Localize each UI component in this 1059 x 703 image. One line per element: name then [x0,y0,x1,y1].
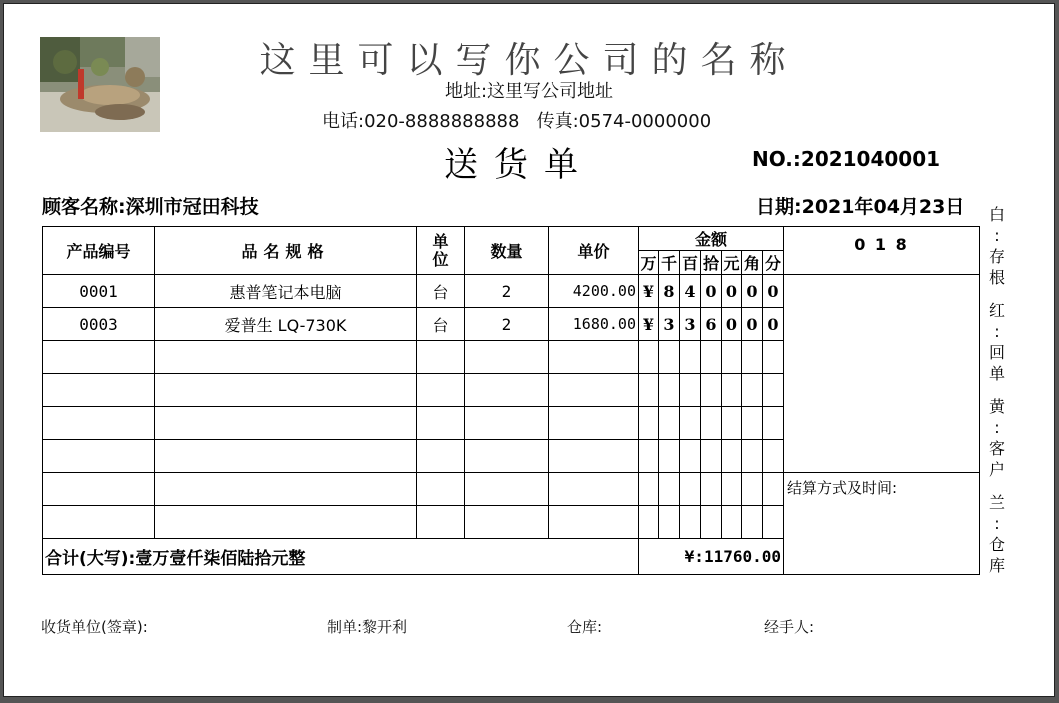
company-contact [322,107,711,133]
cell-qty: 2 [465,275,549,308]
prepared-by-label: 制单:黎开利 [327,618,408,636]
header-unit: 单位 [417,227,465,275]
digit-header: 拾 [701,251,722,275]
copy-char: 仓 [988,535,1005,554]
cell-unit: 台 [417,308,465,341]
table-row [43,275,980,308]
digit-header: 角 [742,251,763,275]
cell-digit: 0 [763,275,784,308]
cell-name: 惠普笔记本电脑 [155,275,417,308]
copy-char: 根 [988,268,1005,287]
document-title: 送货单 [444,145,594,185]
table-row [43,473,980,506]
digit-header: 万 [639,251,659,275]
digit-header: 元 [722,251,742,275]
copy-char: 兰 [988,493,1005,512]
digit-header: 百 [680,251,701,275]
copy-char: : [994,322,1000,341]
copy-char: : [994,226,1000,245]
copy-char: : [994,514,1000,533]
cell-digit: 0 [742,308,763,341]
delivery-note-page [3,3,1055,697]
cell-digit: 4 [680,275,701,308]
delivery-items-table [42,226,980,575]
cell-digit: 0 [701,275,722,308]
cell-digit: 0 [722,275,742,308]
cell-name: 爱普生 LQ-730K [155,308,417,341]
receiver-signature-label: 收货单位(签章): [41,618,148,636]
company-fax: 传真:0574-0000000 [536,111,712,132]
copy-char: 库 [988,556,1005,575]
header-amount: 金额 [639,227,784,251]
header-product-code: 产品编号 [43,227,155,275]
document-number: NO.:2021040001 [752,147,941,171]
warehouse-label: 仓库: [567,618,603,636]
cell-unit: 台 [417,275,465,308]
cell-qty: 2 [465,308,549,341]
remark-area [784,275,980,473]
cell-digit: 0 [742,275,763,308]
settlement-method-label: 结算方式及时间: [784,473,980,575]
copy-char: 存 [988,247,1005,266]
cell-digit: ¥ [639,275,659,308]
company-address: 地址:这里写公司地址 [444,81,614,102]
copy-char: 户 [988,460,1005,479]
copy-char: 红 [988,301,1005,320]
cell-price: 4200.00 [549,275,639,308]
company-name: 这里可以写你公司的名称 [259,40,799,81]
header-serial-number: 0 1 8 [784,227,980,275]
copy-char: 白 [988,205,1005,224]
company-logo-photo [40,37,160,132]
document-date: 日期:2021年04月23日 [756,196,965,218]
header-unit-price: 单价 [549,227,639,275]
cell-price: 1680.00 [549,308,639,341]
cell-digit: 3 [659,308,680,341]
copy-char: 回 [988,343,1005,362]
copy-char: 单 [988,364,1005,383]
total-amount: ¥:11760.00 [639,539,784,575]
company-phone: 电话:020-8888888888 [322,111,520,132]
cell-digit: 8 [659,275,680,308]
cell-digit: 0 [763,308,784,341]
total-in-words: 合计(大写):壹万壹仟柒佰陆拾元整 [43,539,639,575]
header-product-name: 品名规格 [155,227,417,275]
copy-char: 客 [988,439,1005,458]
cell-digit: 0 [722,308,742,341]
cell-digit: 3 [680,308,701,341]
header-quantity: 数量 [465,227,549,275]
copy-distribution-note [986,204,1008,576]
digit-header: 千 [659,251,680,275]
customer-name: 顾客名称:深圳市冠田科技 [42,196,259,218]
cell-digit: 6 [701,308,722,341]
handler-label: 经手人: [764,618,815,636]
cell-code: 0001 [43,275,155,308]
copy-char: : [994,418,1000,437]
cell-code: 0003 [43,308,155,341]
copy-char: 黄 [988,397,1005,416]
cell-digit: ¥ [639,308,659,341]
digit-header: 分 [763,251,784,275]
